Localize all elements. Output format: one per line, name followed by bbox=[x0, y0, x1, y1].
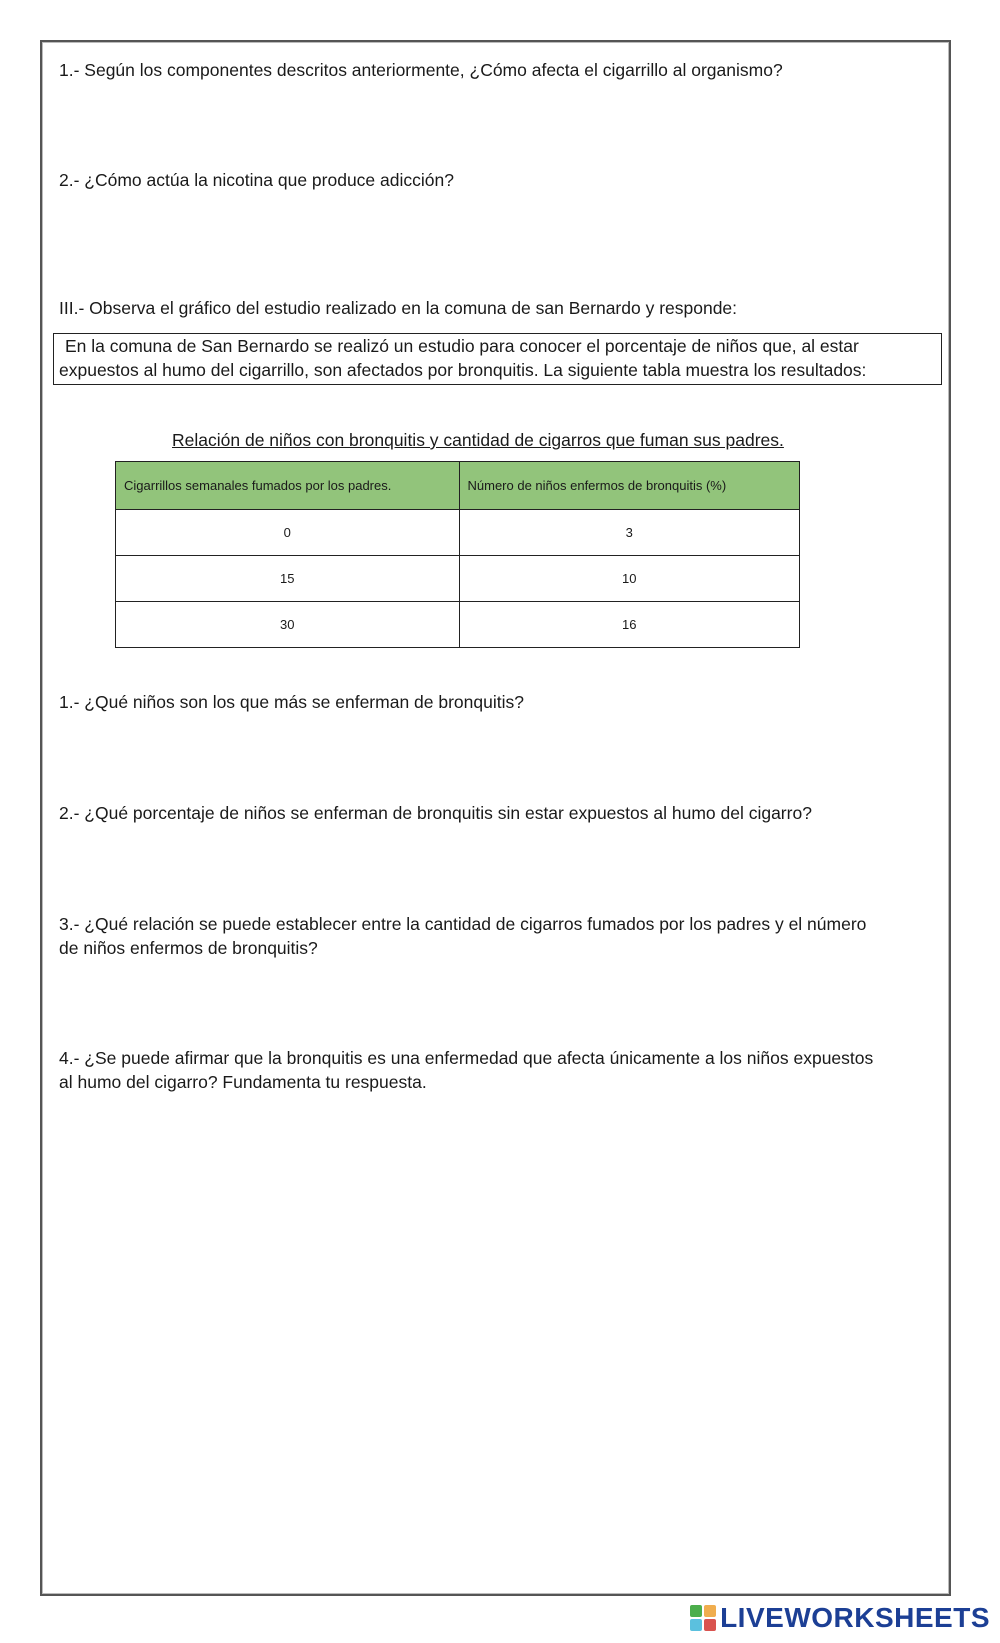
question-3-3 bbox=[59, 912, 939, 960]
logo-square bbox=[690, 1605, 702, 1617]
logo-square bbox=[690, 1619, 702, 1631]
table-title: Relación de niños con bronquitis y cantidad de cigarros que fuman sus padres. bbox=[172, 430, 784, 450]
table-row bbox=[116, 556, 800, 602]
intro-line-1: En la comuna de San Bernardo se realizó un estudio para conocer el porcentaje de niños que, al estar bbox=[65, 336, 859, 356]
cell-percent: 3 bbox=[459, 510, 800, 556]
header-cigarettes: Cigarrillos semanales fumados por los padres. bbox=[116, 462, 460, 510]
cell-cigarettes: 0 bbox=[116, 510, 460, 556]
cell-percent: 16 bbox=[459, 602, 800, 648]
section-3-heading: III.- Observa el gráfico del estudio realizado en la comuna de san Bernardo y responde: bbox=[59, 298, 738, 318]
table-row bbox=[116, 602, 800, 648]
cell-percent: 10 bbox=[459, 556, 800, 602]
logo-square bbox=[704, 1619, 716, 1631]
cell-cigarettes: 15 bbox=[116, 556, 460, 602]
question-3-3-line-2: de niños enfermos de bronquitis? bbox=[59, 938, 318, 958]
question-3-3-line-1: 3.- ¿Qué relación se puede establecer entre la cantidad de cigarros fumados por los padres y el número bbox=[59, 914, 867, 934]
table-row bbox=[116, 510, 800, 556]
liveworksheets-logo-icon bbox=[690, 1605, 716, 1631]
brand-name: LIVEWORKSHEETS bbox=[720, 1602, 990, 1633]
question-3-1: 1.- ¿Qué niños son los que más se enferman de bronquitis? bbox=[59, 692, 524, 712]
intro-line-2: expuestos al humo del cigarrillo, son afectados por bronquitis. La siguiente tabla muestra los resultados: bbox=[59, 360, 867, 380]
question-3-4 bbox=[59, 1046, 939, 1094]
logo-square bbox=[704, 1605, 716, 1617]
results-table bbox=[115, 461, 800, 648]
cell-cigarettes: 30 bbox=[116, 602, 460, 648]
question-1-1: 1.- Según los componentes descritos anteriormente, ¿Cómo afecta el cigarrillo al organismo? bbox=[59, 60, 783, 80]
question-3-4-line-1: 4.- ¿Se puede afirmar que la bronquitis es una enfermedad que afecta únicamente a los niños expuestos bbox=[59, 1048, 874, 1068]
study-intro-box bbox=[53, 333, 942, 385]
question-1-2: 2.- ¿Cómo actúa la nicotina que produce adicción? bbox=[59, 170, 454, 190]
question-3-4-line-2: al humo del cigarro? Fundamenta tu respuesta. bbox=[59, 1072, 427, 1092]
liveworksheets-logo[interactable] bbox=[690, 1601, 990, 1635]
table-header-row bbox=[116, 462, 800, 510]
question-3-2: 2.- ¿Qué porcentaje de niños se enferman de bronquitis sin estar expuestos al humo del cigarro? bbox=[59, 803, 812, 823]
header-children-percent: Número de niños enfermos de bronquitis (%) bbox=[459, 462, 800, 510]
